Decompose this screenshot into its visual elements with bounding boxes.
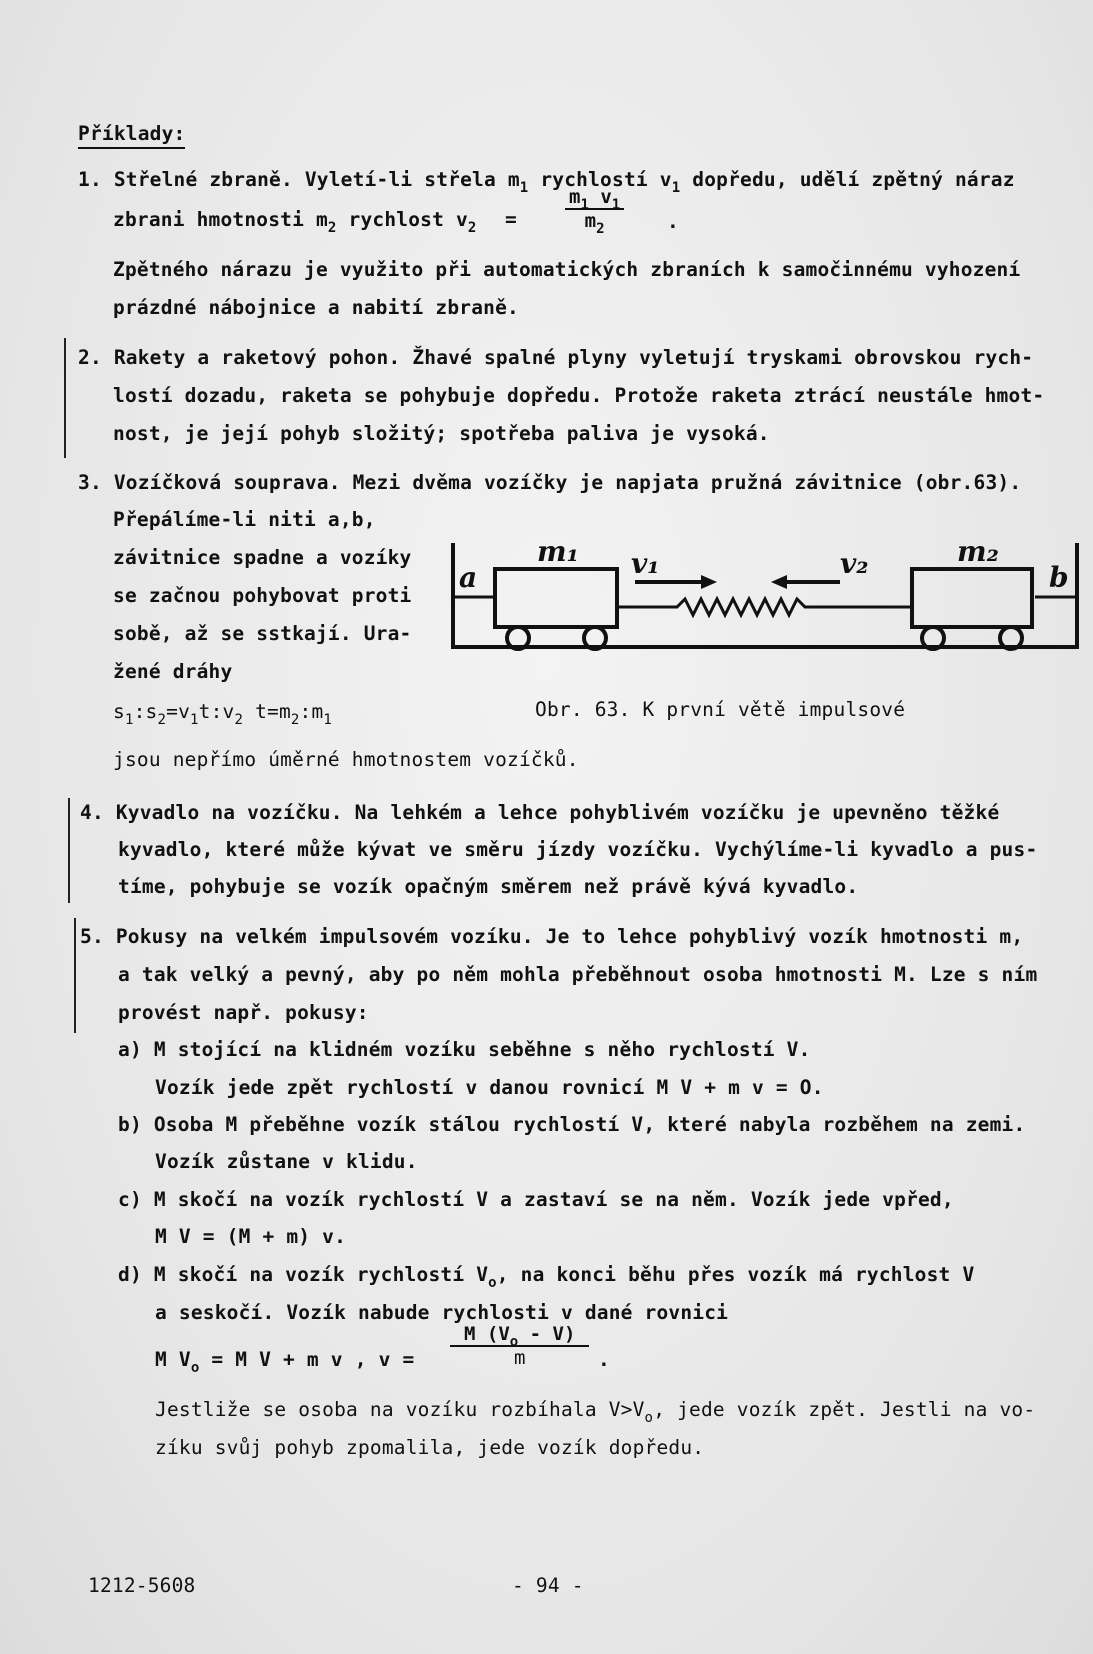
ex3-line4: se začnou pohybovat proti [113,584,412,607]
ex3-line5: sobě, až se sstkají. Ura- [113,622,412,645]
ex1-line1: 1. Střelné zbraně. Vyletí-li střela $m_1$ rychlostí $v_1$ dopředu, udělí zpětný náraz [78,168,1015,196]
label-m1: m₁ [537,535,579,568]
ex5-line2: a tak velký a pevný, aby po něm mohla přeběhnout osoba hmotnosti M. Lze s ním [118,963,1038,986]
ex1-fraction: $\frac{m_1 v_1}{m_2}$ [565,186,624,232]
ex5-equation-left: M $V_o = M$ V + m v , v = [155,1348,415,1376]
margin-mark [74,918,76,1033]
ex5-item-c1: c) M skočí na vozík rychlostí V a zastaví se na něm. Vozík jede vpřed, [118,1188,954,1211]
ex5-item-d1: d) M skočí na vozík rychlostí $V_o$, na konci běhu přes vozík má rychlost V [118,1263,975,1291]
arrow-v2-head [771,575,787,589]
ex5-item-b2: Vozík zůstane v klidu. [155,1150,418,1173]
ex2-line3: nost, je její pohyb složitý; spotřeba paliva je vysoká. [113,422,770,445]
ex5-item-d2: a seskočí. Vozík nabude rychlosti v dané rovnici [155,1301,729,1324]
ex4-line1: 4. Kyvadlo na vozíčku. Na lehkém a lehce pohyblivém vozíčku je upevněno těžké [80,801,1000,824]
label-a: a [459,561,478,594]
ex1-dot: . [667,210,679,233]
label-v1: v₁ [631,547,660,580]
margin-mark [64,338,66,458]
ex3-line3: závitnice spadne a vozíky [113,546,412,569]
figure-caption: Obr. 63. K první větě impulsové [535,698,906,721]
ex3-formula: $s_1:s_2=v_1t:v_2$ $t=m_2:m_1$ [113,700,333,728]
ex1-line4: prázdné nábojnice a nabití zbraně. [113,296,519,319]
ex1-line3: Zpětného nárazu je využito při automatických zbraních k samočinnému vyhození [113,258,1021,281]
label-m2: m₂ [957,535,999,568]
ex1-line2: zbrani hmotnosti $m_2$ rychlost $v_2$ [113,208,477,236]
label-v2: v₂ [840,547,869,580]
page-number: - 94 - [512,1574,584,1597]
label-b: b [1049,561,1069,594]
ex5-equation-dot: . [598,1348,610,1371]
ex3-line2: Přepálíme-li niti a,b, [113,508,376,531]
ex5-line3: provést např. pokusy: [118,1001,369,1024]
ex5-item-a1: a) M stojící na klidném vozíku seběhne s něho rychlostí V. [118,1038,811,1061]
ex1-equals: = [505,208,517,231]
spring [617,599,912,615]
ex5-line1: 5. Pokusy na velkém impulsovém vozíku. Je to lehce pohyblivý vozík hmotnosti m, [80,925,1024,948]
ex5-item-a2: Vozík jede zpět rychlostí v danou rovnicí M V + m v = O. [155,1076,824,1099]
ex3-line7: jsou nepřímo úměrné hmotnostem vozíčků. [113,748,579,771]
ex2-line1: 2. Rakety a raketový pohon. Žhavé spalné plyny vyletují tryskami obrovskou rych- [78,346,1034,369]
cart-m2 [912,569,1032,627]
ex5-equation-fraction: $\frac{M (V_o - V)}{m}$ [450,1323,589,1369]
ex5-item-d3: Jestliže se osoba na vozíku rozbíhala $V>V_o$, jede vozík zpět. Jestli na vo- [155,1398,1036,1426]
ex3-line6: žené dráhy [113,660,233,683]
margin-mark [68,798,70,903]
section-heading: Příklady: [78,122,185,149]
ex5-item-b1: b) Osoba M přeběhne vozík stálou rychlostí V, které nabyla rozběhem na zemi. [118,1113,1026,1136]
ex5-item-c2: M V = (M + m) v. [155,1225,347,1248]
ex4-line3: tíme, pohybuje se vozík opačným směrem než právě kývá kyvadlo. [118,875,859,898]
ex2-line2: lostí dozadu, raketa se pohybuje dopředu. Protože raketa ztrácí neustále hmot- [113,384,1045,407]
arrow-v1-head [701,575,717,589]
ex5-item-d4: zíku svůj pohyb zpomalila, jede vozík dopředu. [155,1436,705,1459]
footer-code: 1212-5608 [88,1574,196,1597]
figure-63-diagram [445,535,1085,655]
cart-m1 [495,569,617,627]
ex3-line1: 3. Vozíčková souprava. Mezi dvěma vozíčky je napjata pružná závitnice (obr.63). [78,471,1022,494]
ex4-line2: kyvadlo, které může kývat ve směru jízdy vozíčku. Vychýlíme-li kyvadlo a pus- [118,838,1038,861]
